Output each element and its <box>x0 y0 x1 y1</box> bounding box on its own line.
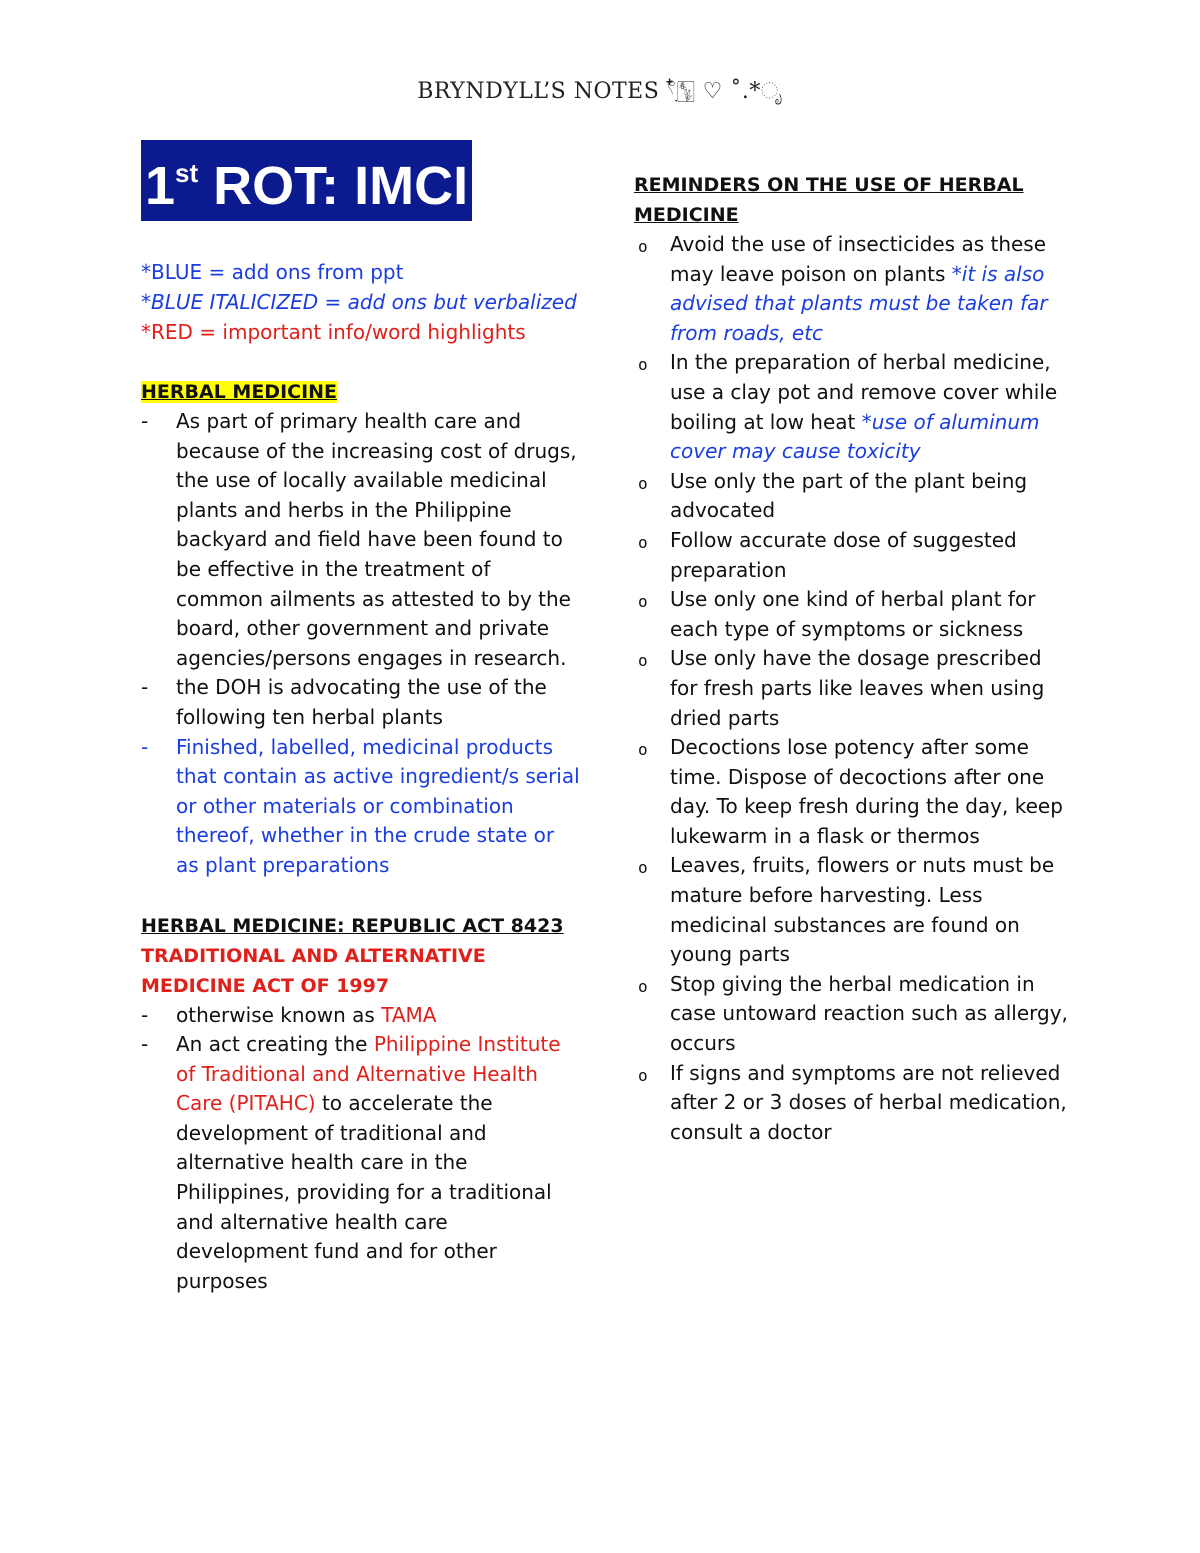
list-item: o Leaves, fruits, flowers or nuts must be mature before harvesting. Less medicinal substances are found on young parts <box>638 853 1055 967</box>
title-main: 1 <box>145 156 176 216</box>
list-item-text: the DOH is advocating the use of the following ten herbal plants <box>176 675 547 729</box>
list-item: - the DOH is advocating the use of the following ten herbal plants <box>141 675 547 729</box>
legend-blue-italic: *BLUE ITALICIZED = add ons but verbalized <box>141 290 577 314</box>
list-item-text: In the preparation of herbal medicine, use a clay pot and remove cover while boiling at low heat <box>670 350 1058 434</box>
color-legend <box>141 257 581 347</box>
list-item: - An act creating the Philippine Institute of Traditional and Alternative Health Care (PITAHC) to accelerate the development of traditional and alternative health care in the Philippines, providing for a traditional and alternative health care development fund and for other purposes <box>141 1032 561 1293</box>
list-item-note: *use of aluminum cover may cause toxicity <box>670 409 1040 464</box>
list-item: - Finished, labelled, medicinal products that contain as active ingredient/s serial or other materials or combination thereof, whether in the crude state or as plant preparations <box>141 734 580 877</box>
list-item: o Follow accurate dose of suggested preparation <box>638 527 1017 582</box>
list-item: o Avoid the use of insecticides as these may leave poison on plants *it is also advised that plants must be taken far from roads, etc <box>638 232 1048 345</box>
page-title <box>141 140 472 221</box>
list-item-text: Decoctions lose potency after some time. Dispose of decoctions after one day. To keep fresh during the day, keep lukewarm in a flask or thermos <box>670 735 1063 848</box>
page-header: BRYNDYLL’S NOTES 𓍢ִ໋🀦 ♡ ˚.*ೃ <box>417 79 783 104</box>
title-superscript: st <box>175 158 199 188</box>
list-item: o Use only the part of the plant being advocated <box>638 468 1028 523</box>
republic-act-list <box>141 1001 581 1297</box>
list-item: o In the preparation of herbal medicine, use a clay pot and remove cover while boiling at low heat *use of aluminum cover may cause toxicity <box>638 350 1058 464</box>
list-item-text: Use only one kind of herbal plant for each type of symptoms or sickness <box>670 587 1036 641</box>
legend-blue: *BLUE = add ons from ppt <box>141 260 404 284</box>
list-item-text: Avoid the use of insecticides as these may leave poison on plants <box>670 232 1047 286</box>
legend-red: *RED = important info/word highlights <box>141 320 526 344</box>
reminders-list <box>634 230 1074 1147</box>
list-item: o Use only have the dosage prescribed for fresh parts like leaves when using dried parts <box>638 646 1045 730</box>
list-item-text: Stop giving the herbal medication in case untoward reaction such as allergy, occurs <box>670 971 1068 1056</box>
list-item-note: *it is also advised that plants must be taken far from roads, etc <box>670 261 1048 345</box>
tama-highlight: TAMA <box>381 1002 437 1027</box>
herbal-medicine-heading-text: HERBAL MEDICINE <box>141 381 338 403</box>
list-item-text: otherwise known as <box>176 1002 382 1027</box>
list-item-text: An act creating the <box>176 1032 374 1057</box>
list-item-text: Use only the part of the plant being advocated <box>670 468 1028 523</box>
list-item: o Stop giving the herbal medication in case untoward reaction such as allergy, occurs <box>638 971 1068 1056</box>
herbal-medicine-heading <box>141 377 581 407</box>
list-item: o If signs and symptoms are not relieved after 2 or 3 doses of herbal medication, consult a doctor <box>638 1060 1067 1144</box>
list-item: o Decoctions lose potency after some time. Dispose of decoctions after one day. To keep fresh during the day, keep lukewarm in a flask or thermos <box>638 735 1063 848</box>
republic-act-subheading: TRADITIONAL AND ALTERNATIVE MEDICINE ACT OF 1997 <box>141 944 486 997</box>
list-item-text: If signs and symptoms are not relieved after 2 or 3 doses of herbal medication, consult a doctor <box>670 1060 1067 1144</box>
list-item: - otherwise known as TAMA <box>141 1002 437 1027</box>
list-item-text: Finished, labelled, medicinal products that contain as active ingredient/s serial or other materials or combination thereof, whether in the crude state or as plant preparations <box>176 734 580 877</box>
reminders-heading: REMINDERS ON THE USE OF HERBAL MEDICINE <box>634 174 1024 226</box>
title-rest: ROT: IMCI <box>198 156 469 216</box>
left-column <box>141 140 581 1296</box>
list-item-text: Use only have the dosage prescribed for fresh parts like leaves when using dried parts <box>670 646 1045 730</box>
list-item: - As part of primary health care and because of the increasing cost of drugs, the use of locally available medicinal plants and herbs in the Philippine backyard and field have been found to be effective in the treatment of common ailments as attested to by the board, other government and private agencies/persons engages in research. <box>141 409 577 670</box>
list-item-text: Leaves, fruits, flowers or nuts must be mature before harvesting. Less medicinal substances are found on young parts <box>670 853 1055 967</box>
list-item-text: Follow accurate dose of suggested preparation <box>670 527 1017 582</box>
list-item-text: to accelerate the development of traditional and alternative health care in the Philippines, providing for a traditional and alternative health care development fund and for other purposes <box>176 1091 552 1293</box>
republic-act-heading: HERBAL MEDICINE: REPUBLIC ACT 8423 <box>141 914 564 937</box>
list-item: o Use only one kind of herbal plant for each type of symptoms or sickness <box>638 587 1036 641</box>
pitahc-highlight: Philippine Institute of Traditional and Alternative Health Care (PITAHC) <box>176 1032 561 1116</box>
right-column <box>634 170 1074 1147</box>
herbal-medicine-list <box>141 407 581 881</box>
list-item-text: As part of primary health care and because of the increasing cost of drugs, the use of locally available medicinal plants and herbs in the Philippine backyard and field have been found to be effective in the treatment of common ailments as attested to by the board, other government and private agencies/persons engages in research. <box>176 409 577 670</box>
